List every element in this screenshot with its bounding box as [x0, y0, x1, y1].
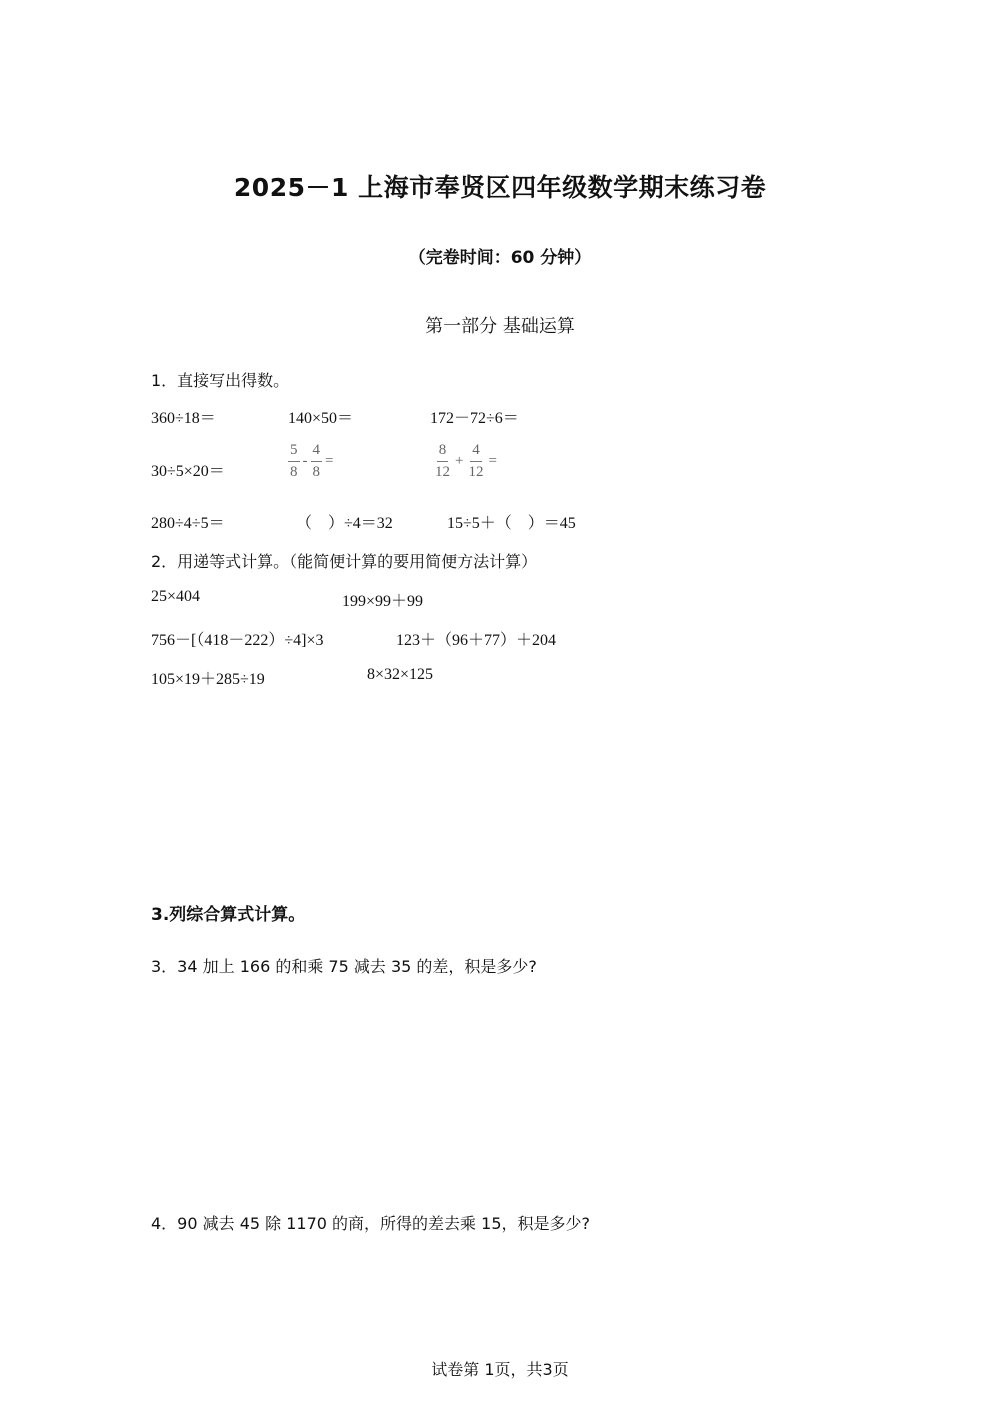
- q2-item: 123＋（96＋77）＋204: [396, 632, 557, 649]
- q4-text: 4．90 减去 45 除 1170 的商，所得的差去乘 15，积是多少?: [151, 1214, 590, 1233]
- q1-heading: 1．直接写出得数。: [151, 371, 290, 390]
- q2-item: 199×99＋99: [342, 593, 424, 610]
- operator: -: [302, 453, 308, 469]
- q1-item: 15÷5＋（ ）＝45: [447, 515, 576, 532]
- fraction-expression-b: [433, 443, 500, 480]
- fraction-expression-a: [288, 443, 336, 480]
- q1-item: 140×50＝: [288, 410, 354, 427]
- q3-text: 3．34 加上 166 的和乘 75 减去 35 的差，积是多少?: [151, 957, 537, 976]
- q1-item: 360÷18＝: [151, 410, 216, 427]
- q1-item: 172－72÷6＝: [430, 410, 519, 427]
- fraction: [288, 443, 300, 480]
- denominator: 12: [468, 464, 484, 480]
- q2-item: 25×404: [151, 588, 201, 605]
- equals-sign: =: [488, 453, 497, 469]
- q2-item: 756－[（418－222）÷4]×3: [151, 632, 324, 649]
- q2-heading: 2．用递等式计算。（能简便计算的要用简便方法计算）: [151, 552, 538, 571]
- numerator: 4: [470, 443, 482, 462]
- page-footer: 试卷第 1页，共3页: [431, 1360, 569, 1379]
- denominator: 8: [290, 464, 298, 480]
- fraction: [433, 443, 452, 480]
- exam-duration: （完卷时间：60 分钟）: [408, 248, 592, 268]
- q1-item: （ ）÷4＝32: [296, 515, 393, 532]
- section-heading: 第一部分 基础运算: [425, 316, 575, 337]
- numerator: 5: [288, 443, 300, 462]
- q2-item: 8×32×125: [367, 666, 434, 683]
- fraction: [311, 443, 323, 480]
- q1-item: 280÷4÷5＝: [151, 515, 225, 532]
- operator: +: [455, 453, 464, 469]
- q3-section-heading: 3.列综合算式计算。: [151, 905, 306, 925]
- page-title: 2025－1 上海市奉贤区四年级数学期末练习卷: [233, 173, 767, 202]
- denominator: 12: [435, 464, 450, 480]
- q1-item: 30÷5×20＝: [151, 463, 225, 480]
- fraction: [466, 443, 485, 480]
- numerator: 8: [437, 443, 449, 462]
- denominator: 8: [312, 464, 320, 480]
- equals-sign: =: [325, 453, 334, 469]
- q2-item: 105×19＋285÷19: [151, 671, 265, 688]
- numerator: 4: [311, 443, 323, 462]
